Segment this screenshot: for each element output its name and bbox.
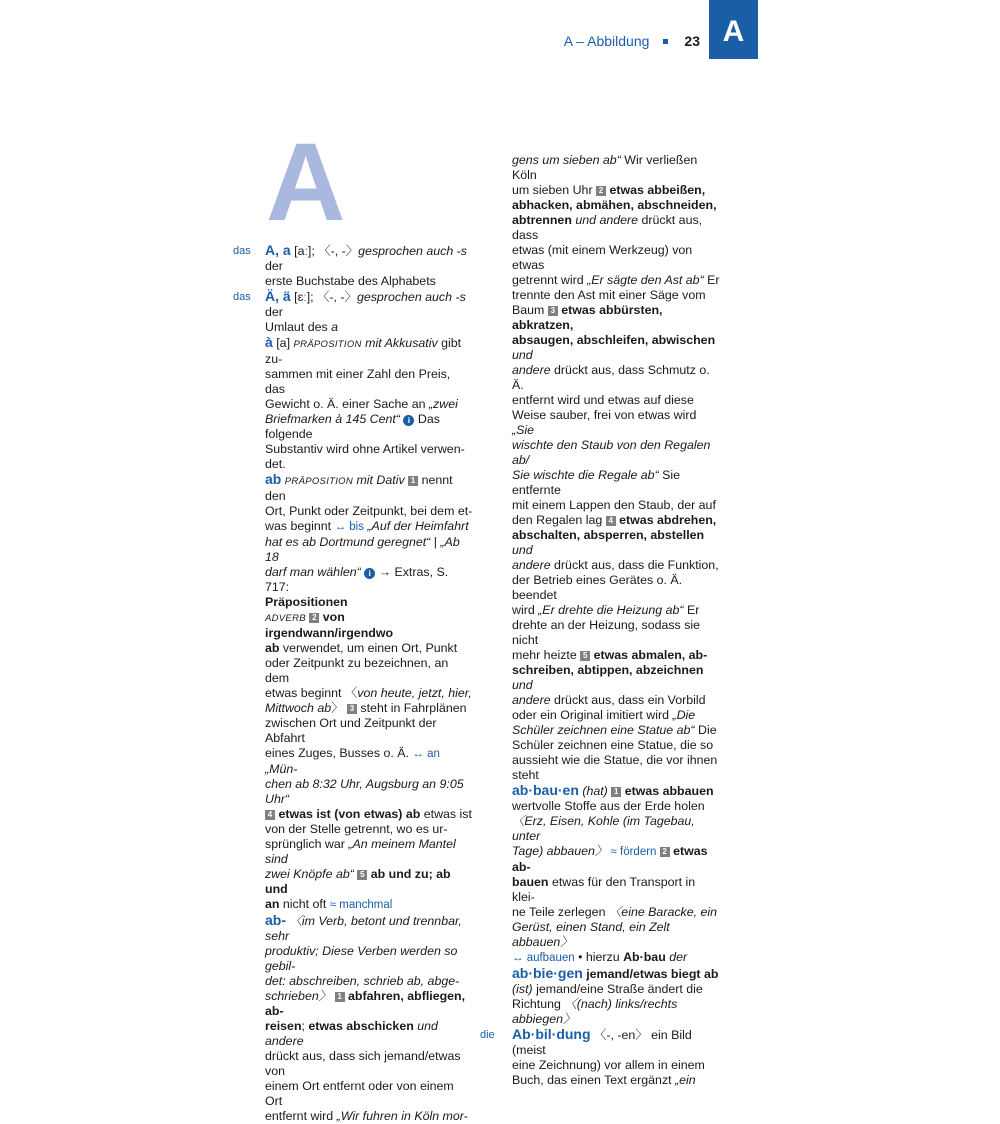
text: [aː]; 〈-, -〉: [290, 244, 359, 258]
text: der Betrieb eines Gerätes o. Ä. beendet: [512, 573, 683, 602]
headword: A, a: [265, 242, 291, 258]
text: entfernt wird und etwas auf diese: [512, 393, 694, 407]
text: andere: [512, 558, 551, 572]
text: der: [265, 305, 283, 319]
text: etwas ab-: [512, 844, 708, 874]
text: der: [665, 950, 688, 964]
text: hat es ab Dortmund geregnet“: [265, 535, 431, 549]
entry-ab-prefix: [233, 913, 473, 1124]
text: „Er sägte den Ast ab“: [587, 273, 704, 287]
sense-number: 1: [408, 476, 418, 486]
entry-a-grave: [233, 335, 473, 472]
text: mit Akkusativ: [361, 336, 438, 350]
sense-number: 2: [660, 847, 670, 857]
text: ab und zu; ab und: [265, 867, 451, 896]
text: mehr heizte: [512, 648, 581, 662]
cross-reference: ≈ manchmal: [329, 899, 393, 911]
word-class: PRÄPOSITION: [284, 476, 354, 487]
text: und: [512, 678, 533, 692]
text: gesprochen auch -s: [358, 244, 467, 258]
text: Umlaut des: [265, 320, 332, 334]
text: etwas abbeißen,: [606, 183, 706, 197]
text: erste Buchstabe des Alphabets: [265, 274, 436, 288]
text: reisen: [265, 1019, 302, 1033]
text: produktiv; Diese Verben werden so gebil-: [265, 944, 458, 973]
text: von irgendwann/irgendwo: [265, 610, 394, 640]
text: mit einem Lappen den Staub, der auf: [512, 498, 716, 512]
text: nennt den: [265, 473, 453, 503]
text: zwei Knöpfe ab“: [265, 867, 354, 881]
text: drückt aus, dass die Funktion,: [550, 558, 719, 572]
text: etwas abbürsten, abkratzen,: [512, 303, 663, 332]
sense-number: 2: [596, 186, 606, 196]
text: trennte den Ast mit einer Säge vom: [512, 288, 706, 302]
text: [a]: [272, 336, 294, 350]
info-icon: i: [403, 415, 414, 426]
sense-number: 5: [357, 870, 367, 880]
text: verwendet, um einen Ort, Punkt: [279, 641, 458, 655]
text: etwas abschicken: [308, 1019, 414, 1033]
headword: Ä, ä: [265, 288, 291, 304]
cross-reference: ≈ fördern: [607, 846, 660, 858]
running-header: [500, 33, 700, 49]
text: Er: [683, 603, 700, 617]
text: „Mün-: [265, 762, 298, 776]
text: jemand/eine Straße ändert die: [532, 982, 703, 996]
text: Weise sauber, frei von etwas wird: [512, 408, 697, 422]
text: oder ein Original imitiert wird: [512, 708, 673, 722]
text: jemand/etwas biegt ab: [582, 967, 719, 981]
text: bauen: [512, 875, 549, 889]
text: Tage) abbauen〉: [512, 844, 608, 858]
article: die: [480, 1029, 495, 1041]
text: a: [331, 320, 339, 334]
article: das: [233, 291, 251, 303]
text: gesprochen auch -s: [356, 290, 466, 304]
text: chen ab 8:32 Uhr, Augsburg an 9:05 Uhr“: [265, 777, 464, 806]
text: „Er drehte die Heizung ab“: [538, 603, 684, 617]
sense-number: 5: [580, 651, 590, 661]
text: 〈(nach) links/rechts abbiegen〉: [512, 997, 678, 1026]
text: Schüler zeichnen eine Statue ab“: [512, 723, 695, 737]
text: drückt aus, dass sich jemand/etwas von: [265, 1049, 461, 1078]
text: was beginnt: [265, 519, 335, 533]
text: • hierzu: [574, 950, 624, 964]
text: abschalten, absperren, abstellen: [512, 528, 705, 542]
text: drückt aus, dass Schmutz o. Ä.: [512, 363, 710, 392]
sense-number: 3: [347, 704, 357, 714]
text: „Die: [672, 708, 696, 722]
text: schreiben, abtippen, abzeichnen: [512, 663, 704, 677]
column-right: [480, 153, 720, 1088]
text: Schüler zeichnen eine Statue, die so: [512, 738, 714, 752]
text: um sieben Uhr: [512, 183, 597, 197]
text: 〈im Verb, betont und trennbar, sehr: [265, 914, 462, 943]
text: sprünglich war: [265, 837, 349, 851]
text: wird: [512, 603, 539, 617]
text: sammen mit einer Zahl den Preis, das: [265, 367, 451, 396]
text: → Extras, S. 717:: [265, 565, 449, 594]
page-number: 23: [684, 33, 700, 49]
entry-ab-prefix-cont: [480, 153, 720, 783]
letter-tab: A: [709, 0, 758, 59]
section-letter: A: [266, 121, 346, 244]
text: wischte den Staub von den Regalen ab/: [512, 438, 711, 467]
headword: ab·bie·gen: [512, 965, 583, 981]
sense-number: 1: [611, 787, 621, 797]
word-class: PRÄPOSITION: [293, 339, 362, 350]
text: drückt aus, dass: [512, 213, 703, 242]
text: abtrennen: [512, 213, 572, 227]
sense-number: 2: [309, 613, 319, 623]
text: den Regalen lag: [512, 513, 606, 527]
entry-Ae: [233, 289, 473, 335]
text: Mittwoch ab: [265, 701, 332, 715]
text: (ist): [512, 982, 533, 996]
text: eine Zeichnung) vor allem in einem: [512, 1058, 705, 1072]
text: ne Teile zerlegen: [512, 905, 609, 919]
text: „Wir fuhren in Köln mor-: [336, 1109, 468, 1123]
text: „Ab 18: [265, 535, 460, 564]
text: 〉: [331, 701, 347, 715]
text: etwas abbauen: [621, 784, 714, 798]
text: von der Stelle getrennt, wo es ur-: [265, 822, 448, 836]
text: einem Ort entfernt oder von einem Ort: [265, 1079, 454, 1108]
sense-number: 3: [548, 306, 558, 316]
text: (hat): [578, 784, 608, 798]
text: und: [512, 348, 533, 362]
word-class: ADVERB: [265, 613, 306, 624]
text: abfahren, abfliegen, ab-: [265, 989, 466, 1018]
text: drückt aus, dass ein Vorbild: [550, 693, 706, 707]
text: Gewicht o. Ä. einer Sache an: [265, 397, 429, 411]
sense-number: 4: [265, 810, 275, 820]
entry-A: [233, 243, 473, 289]
column-left: [233, 243, 473, 1124]
text: Er: [703, 273, 720, 287]
text: etwas abmalen, ab-: [590, 648, 708, 662]
separator-square-icon: [663, 39, 668, 44]
text: andere: [512, 363, 551, 377]
text: steht: [512, 768, 539, 782]
text: ;: [301, 1019, 309, 1033]
headword: ab-: [265, 912, 286, 928]
running-title: A – Abbildung: [563, 33, 650, 49]
text: [ɛː]; 〈-, -〉: [290, 290, 357, 304]
text: getrennt wird: [512, 273, 588, 287]
text: eines Zuges, Busses o. Ä.: [265, 746, 413, 760]
text: steht in Fahrplänen: [356, 701, 467, 715]
sense-number: 1: [335, 992, 345, 1002]
headword: Ab·bil·dung: [512, 1026, 591, 1042]
text: 〈Erz, Eisen, Kohle (im Tagebau, unter: [512, 814, 695, 843]
text: entfernt wird: [265, 1109, 337, 1123]
text: „Auf der Heimfahrt: [363, 519, 469, 533]
text: Sie entfernte: [512, 468, 681, 497]
entry-abbildung: [480, 1027, 720, 1088]
cross-reference: ↔ aufbauen: [512, 952, 575, 964]
text: „ein: [675, 1073, 696, 1087]
info-icon: i: [364, 568, 375, 579]
text: zwischen Ort und Zeitpunkt der Abfahrt: [265, 716, 437, 745]
entry-abbauen: [480, 783, 720, 966]
text: aussieht wie die Statue, die vor ihnen: [512, 753, 718, 767]
text: und andere: [571, 213, 639, 227]
text: etwas ist (von etwas) ab: [275, 807, 421, 821]
text: Substantiv wird ohne Artikel verwen-: [265, 442, 465, 456]
text: drehte an der Heizung, sodass sie nicht: [512, 618, 701, 647]
text: mit Dativ: [353, 473, 405, 487]
text: Die: [694, 723, 717, 737]
text: Ort, Punkt oder Zeitpunkt, bei dem et-: [265, 504, 473, 518]
text: andere: [512, 693, 551, 707]
text: 〈eine Baracke, ein: [608, 905, 718, 919]
text: wertvolle Stoffe aus der Erde holen: [512, 799, 705, 813]
text: etwas abdrehen,: [615, 513, 717, 527]
text: gibt zu-: [265, 336, 462, 366]
text: an: [265, 897, 280, 911]
text: Briefmarken à 145 Cent“: [265, 412, 400, 426]
text: gens um sieben ab“: [512, 153, 621, 167]
text: det: abschreiben, schrieb ab, abge-: [265, 974, 460, 988]
text: Richtung: [512, 997, 565, 1011]
text: von heute, jetzt, hier,: [357, 686, 472, 700]
text: etwas für den Transport in klei-: [512, 875, 696, 904]
text: „Sie: [512, 423, 535, 437]
headword: ab·bau·en: [512, 782, 579, 798]
text: abhacken, abmähen, abschneiden,: [512, 198, 717, 212]
derived-headword: Ab·bau: [623, 950, 666, 964]
text: schrieben〉: [265, 989, 332, 1003]
text: und andere: [265, 1019, 438, 1048]
text: det.: [265, 457, 286, 471]
text: oder Zeitpunkt zu bezeichnen, an dem: [265, 656, 449, 685]
text: Wir verließen Köln: [512, 153, 698, 182]
text: Gerüst, einen Stand, ein Zelt abbauen〉: [512, 920, 670, 949]
text: etwas (mit einem Werkzeug) von etwas: [512, 243, 693, 272]
text: etwas beginnt 〈: [265, 686, 358, 700]
entry-ab: [233, 472, 473, 913]
headword: à: [265, 334, 273, 350]
text: absaugen, abschleifen, abwischen: [512, 333, 716, 347]
text: Das folgende: [265, 412, 440, 441]
cross-reference: ↔ bis: [334, 521, 364, 533]
text: der: [265, 259, 283, 273]
text: „An meinem Mantel sind: [265, 837, 456, 866]
cross-reference: ↔ an: [412, 748, 440, 760]
text: Baum: [512, 303, 548, 317]
text: „zwei: [428, 397, 458, 411]
text: und: [512, 543, 533, 557]
text: nicht oft: [279, 897, 330, 911]
text: darf man wählen“: [265, 565, 361, 579]
text: etwas ist: [420, 807, 472, 821]
text: |: [430, 535, 441, 549]
headword: ab: [265, 471, 282, 487]
text: Sie wischte die Regale ab“: [512, 468, 659, 482]
entry-abbiegen: [480, 966, 720, 1027]
text: Präpositionen: [265, 595, 348, 609]
text: ab: [265, 641, 280, 655]
text: 〈-, -en〉 ein Bild (meist: [512, 1028, 692, 1057]
text: Buch, das einen Text ergänzt: [512, 1073, 676, 1087]
article: das: [233, 245, 251, 257]
sense-number: 4: [606, 516, 616, 526]
